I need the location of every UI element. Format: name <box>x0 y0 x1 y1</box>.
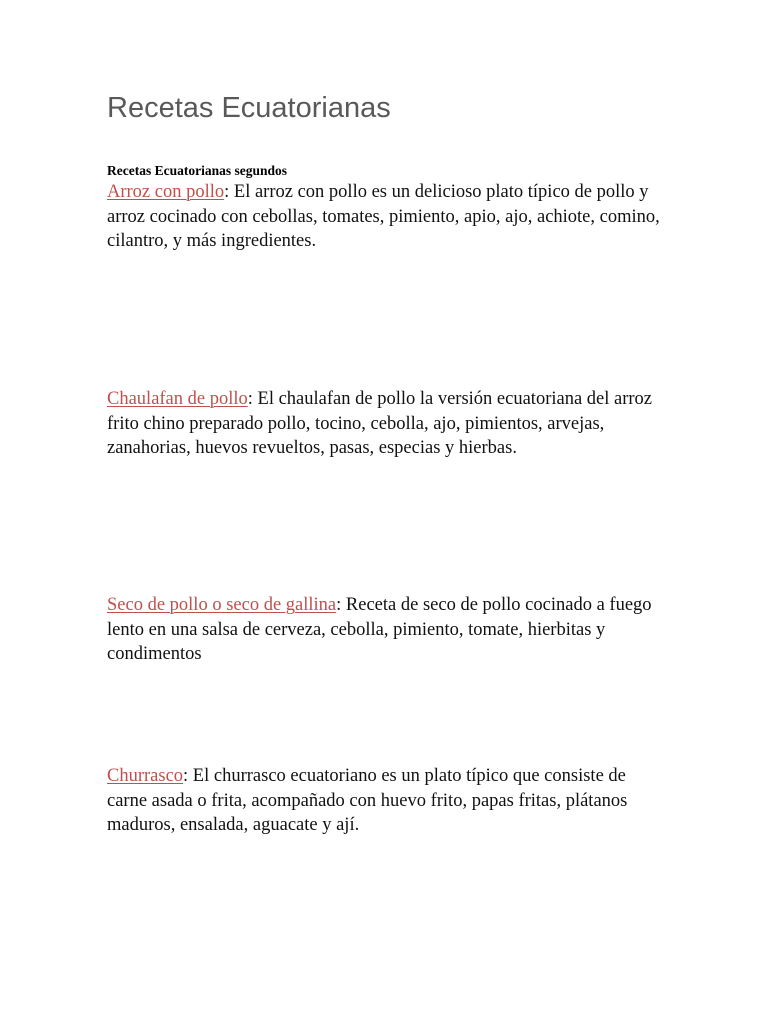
recipe-paragraph-seco-de-pollo <box>107 593 667 667</box>
recipe-paragraph-arroz-con-pollo <box>107 180 667 254</box>
recipe-description: : El arroz con pollo es un delicioso plato típico de pollo y arroz cocinado con cebollas, tomates, pimiento, apio, ajo, achiote, comino, cilantro, y más ingredientes. <box>107 182 660 251</box>
recipe-description: : Receta de seco de pollo cocinado a fuego lento en una salsa de cerveza, cebolla, pimiento, tomate, hierbitas y condimentos <box>107 595 652 664</box>
recipe-link-arroz-con-pollo[interactable]: Arroz con pollo <box>107 182 225 202</box>
recipe-link-chaulafan-de-pollo[interactable]: Chaulafan de pollo <box>107 389 248 409</box>
recipe-paragraph-churrasco <box>107 764 667 838</box>
document-title: Recetas Ecuatorianas <box>107 92 391 124</box>
recipe-paragraph-chaulafan-de-pollo <box>107 387 667 461</box>
recipe-link-seco-de-pollo[interactable]: Seco de pollo o seco de gallina <box>107 595 337 615</box>
recipe-link-churrasco[interactable]: Churrasco <box>107 766 184 786</box>
recipe-description: : El churrasco ecuatoriano es un plato típico que consiste de carne asada o frita, acompañado con huevo frito, papas fritas, plátanos maduros, ensalada, aguacate y ají. <box>107 766 628 835</box>
document-subtitle: Recetas Ecuatorianas segundos <box>107 163 288 178</box>
recipe-description: : El chaulafan de pollo la versión ecuatoriana del arroz frito chino preparado pollo, tocino, cebolla, ajo, pimientos, arvejas, zanahorias, huevos revueltos, pasas, especias y hierbas. <box>107 389 653 458</box>
